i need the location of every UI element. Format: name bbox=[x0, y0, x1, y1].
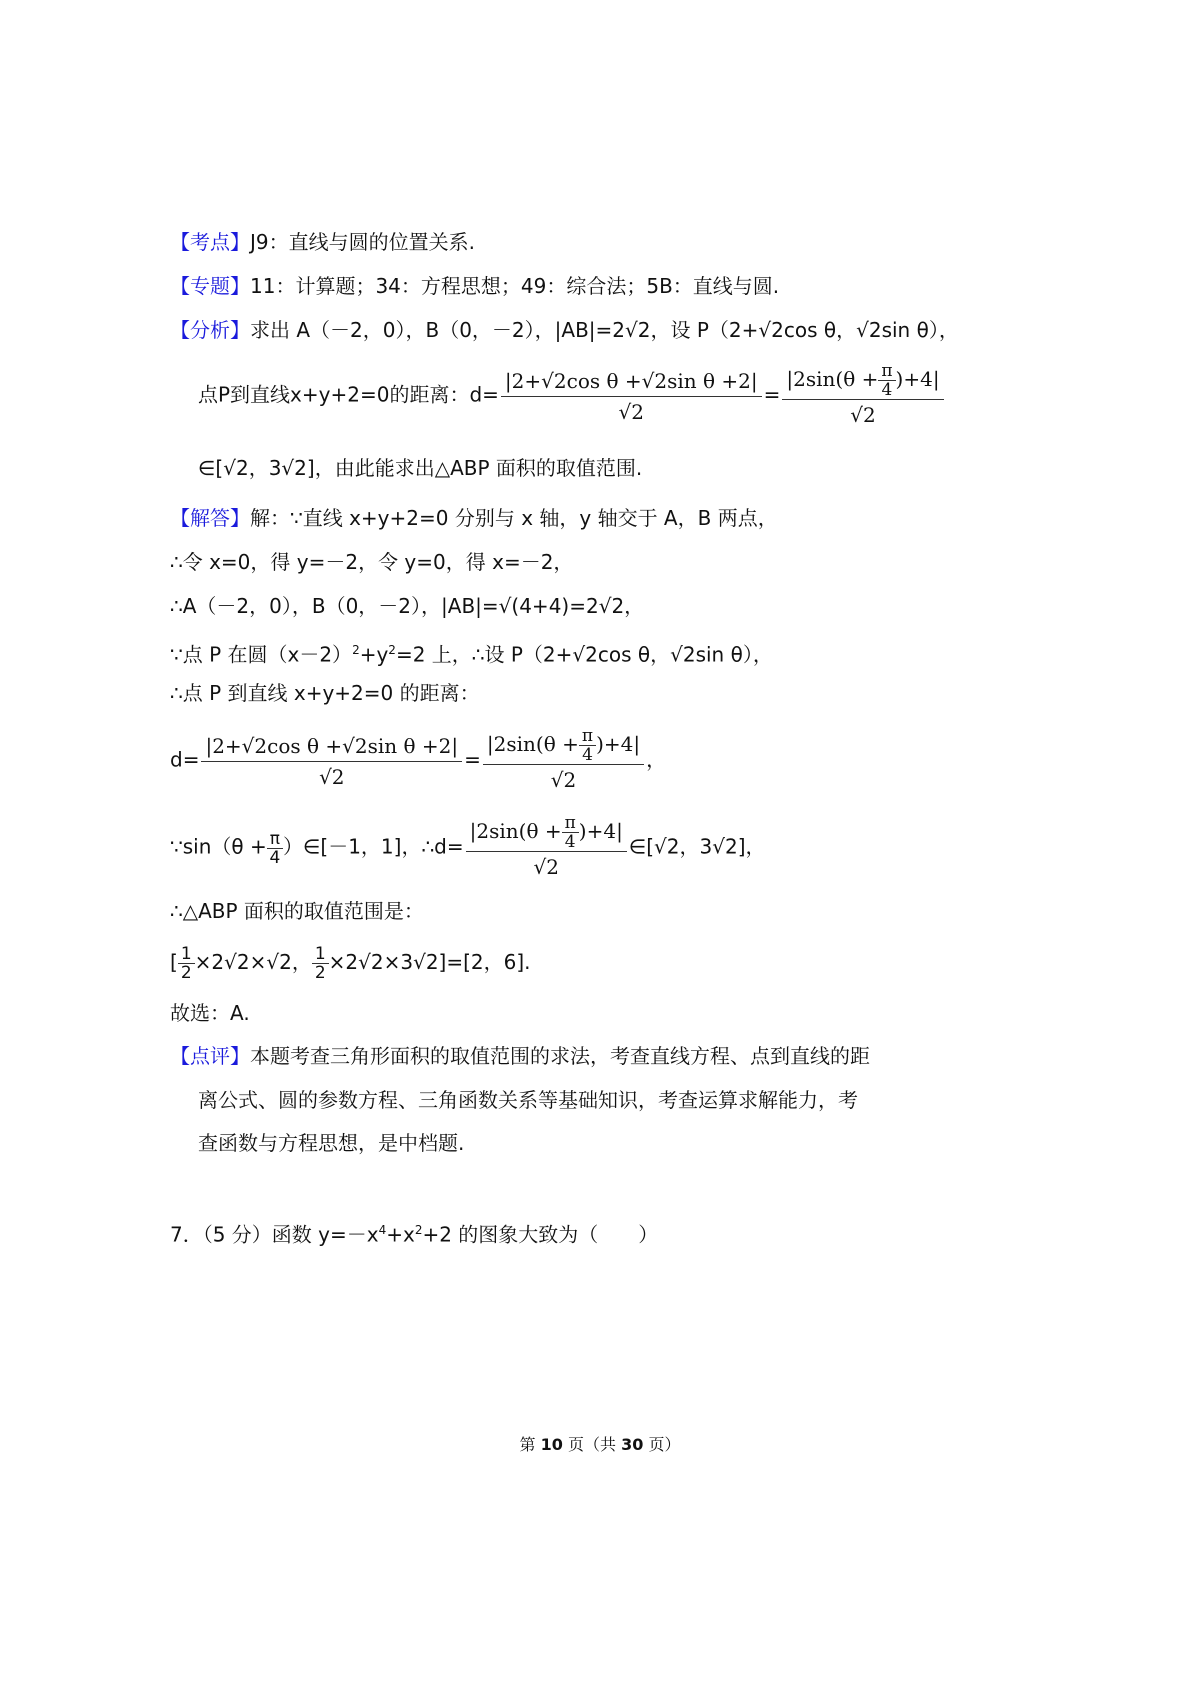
num-part: )+4| bbox=[596, 732, 641, 756]
four: 4 bbox=[564, 832, 576, 852]
fenxi-line3: ∈[√2，3√2]，由此能求出△ABP 面积的取值范围. bbox=[198, 456, 643, 480]
exponent: 2 bbox=[388, 643, 396, 657]
fraction bbox=[501, 366, 762, 427]
exponent: 2 bbox=[352, 643, 360, 657]
jieda-line8: ∴△ABP 面积的取值范围是： bbox=[170, 899, 424, 923]
dianping-line1 bbox=[170, 1043, 870, 1069]
fenxi-line1 bbox=[170, 317, 959, 343]
fenxi-text: 求出 A（－2，0），B（0，－2），|AB|=2√2，设 P（2+√2cos θ，√2sin θ）， bbox=[250, 318, 959, 342]
numerator bbox=[466, 814, 627, 852]
zhuanti-text: 11：计算题；34：方程思想；49：综合法；5B：直线与圆. bbox=[250, 274, 780, 298]
jieda-line9 bbox=[170, 945, 531, 982]
kaodian-text: J9：直线与圆的位置关系. bbox=[250, 230, 475, 254]
t: ）∈[－1，1]，∴d= bbox=[282, 834, 464, 859]
jieda-line10: 故选：A. bbox=[170, 1001, 250, 1025]
denominator: √2 bbox=[618, 399, 644, 424]
dianping-tag: 【点评】 bbox=[170, 1044, 250, 1068]
dianping-text: 本题考查三角形面积的取值范围的求法，考查直线方程、点到直线的距 bbox=[250, 1044, 870, 1068]
zhuanti-tag: 【专题】 bbox=[170, 274, 250, 298]
exponent: 4 bbox=[378, 1223, 387, 1237]
fraction bbox=[483, 727, 644, 795]
total-pages: 30 bbox=[621, 1435, 644, 1454]
fraction bbox=[201, 731, 462, 792]
one-half bbox=[178, 945, 195, 982]
pi-over-4 bbox=[562, 814, 579, 851]
fraction bbox=[466, 814, 627, 882]
jieda-line6 bbox=[170, 727, 666, 795]
denominator: √2 bbox=[850, 403, 876, 427]
fraction bbox=[782, 362, 943, 430]
denominator: √2 bbox=[319, 764, 345, 789]
dianping-line3: 查函数与方程思想，是中档题. bbox=[198, 1131, 465, 1155]
jieda-line5: ∴点 P 到直线 x+y+2=0 的距离： bbox=[170, 681, 480, 705]
question-7 bbox=[170, 1217, 658, 1248]
dianping-line2: 离公式、圆的参数方程、三角函数关系等基础知识，考查运算求解能力，考 bbox=[198, 1088, 858, 1112]
t: ∵点 P 在圆（x－2） bbox=[170, 642, 353, 667]
pi-over-4 bbox=[878, 362, 895, 399]
pi: π bbox=[267, 830, 283, 849]
page-number: 10 bbox=[540, 1435, 563, 1454]
t: ×2√2×3√2]=[2，6]. bbox=[328, 950, 531, 974]
kaodian-line bbox=[170, 229, 475, 255]
two: 2 bbox=[314, 963, 326, 983]
four: 4 bbox=[881, 380, 893, 400]
num-part: |2sin(θ + bbox=[469, 819, 562, 843]
num-part: |2sin(θ + bbox=[786, 367, 879, 391]
kaodian-tag: 【考点】 bbox=[170, 230, 250, 254]
t: 7．（5 分）函数 y=－x bbox=[170, 1222, 379, 1247]
numerator bbox=[483, 727, 644, 765]
fenxi-tag: 【分析】 bbox=[170, 318, 250, 342]
equals: = bbox=[464, 747, 481, 772]
t: 页） bbox=[643, 1435, 681, 1454]
numerator: |2+√2cos θ +√2sin θ +2| bbox=[201, 731, 462, 762]
fenxi-distance-label: 点P到直线x+y+2=0的距离：d= bbox=[198, 382, 499, 407]
numerator: |2+√2cos θ +√2sin θ +2| bbox=[501, 366, 762, 397]
one: 1 bbox=[178, 945, 195, 964]
one-half bbox=[312, 945, 329, 982]
two: 2 bbox=[180, 963, 192, 983]
pi: π bbox=[579, 727, 596, 746]
num-part: |2sin(θ + bbox=[486, 732, 579, 756]
jieda-line3: ∴A（－2，0），B（0，－2），|AB|=√(4+4)=2√2， bbox=[170, 594, 645, 618]
t: +x bbox=[386, 1222, 415, 1247]
pi: π bbox=[562, 814, 579, 833]
numerator bbox=[782, 362, 943, 400]
t: ∵sin（θ + bbox=[170, 834, 267, 859]
jieda-line2: ∴令 x=0，得 y=－2，令 y=0，得 x=－2， bbox=[170, 550, 574, 574]
t: +2 的图象大致为（ ） bbox=[422, 1222, 659, 1247]
four: 4 bbox=[269, 847, 281, 868]
zhuanti-line bbox=[170, 273, 779, 299]
fenxi-line2 bbox=[198, 362, 946, 430]
t: ∈[√2，3√2]， bbox=[628, 834, 766, 859]
page-footer bbox=[0, 1432, 1200, 1455]
jieda-tag: 【解答】 bbox=[170, 506, 250, 530]
one: 1 bbox=[312, 945, 329, 964]
t: ×2√2×√2， bbox=[194, 950, 312, 974]
pi: π bbox=[878, 362, 895, 381]
t: [ bbox=[170, 950, 178, 974]
t: +y bbox=[359, 642, 389, 667]
jieda-line4 bbox=[170, 637, 773, 668]
comma: ， bbox=[646, 747, 667, 772]
jieda-line1 bbox=[170, 505, 778, 531]
exponent: 2 bbox=[414, 1223, 423, 1237]
jieda-line7 bbox=[170, 814, 766, 882]
d-label: d= bbox=[170, 747, 200, 772]
jieda-text: 解：∵直线 x+y+2=0 分别与 x 轴，y 轴交于 A，B 两点， bbox=[250, 506, 778, 530]
t: =2 上，∴设 P（2+√2cos θ，√2sin θ）， bbox=[395, 642, 773, 667]
t: 第 bbox=[519, 1435, 541, 1454]
four: 4 bbox=[582, 745, 593, 765]
t: 页（共 bbox=[562, 1435, 622, 1454]
pi-over-4 bbox=[579, 727, 596, 764]
equals: = bbox=[763, 382, 781, 407]
num-part: )+4| bbox=[895, 367, 940, 391]
pi-over-4 bbox=[267, 830, 283, 867]
denominator: √2 bbox=[550, 768, 577, 792]
num-part: )+4| bbox=[578, 819, 623, 843]
denominator: √2 bbox=[533, 855, 559, 879]
